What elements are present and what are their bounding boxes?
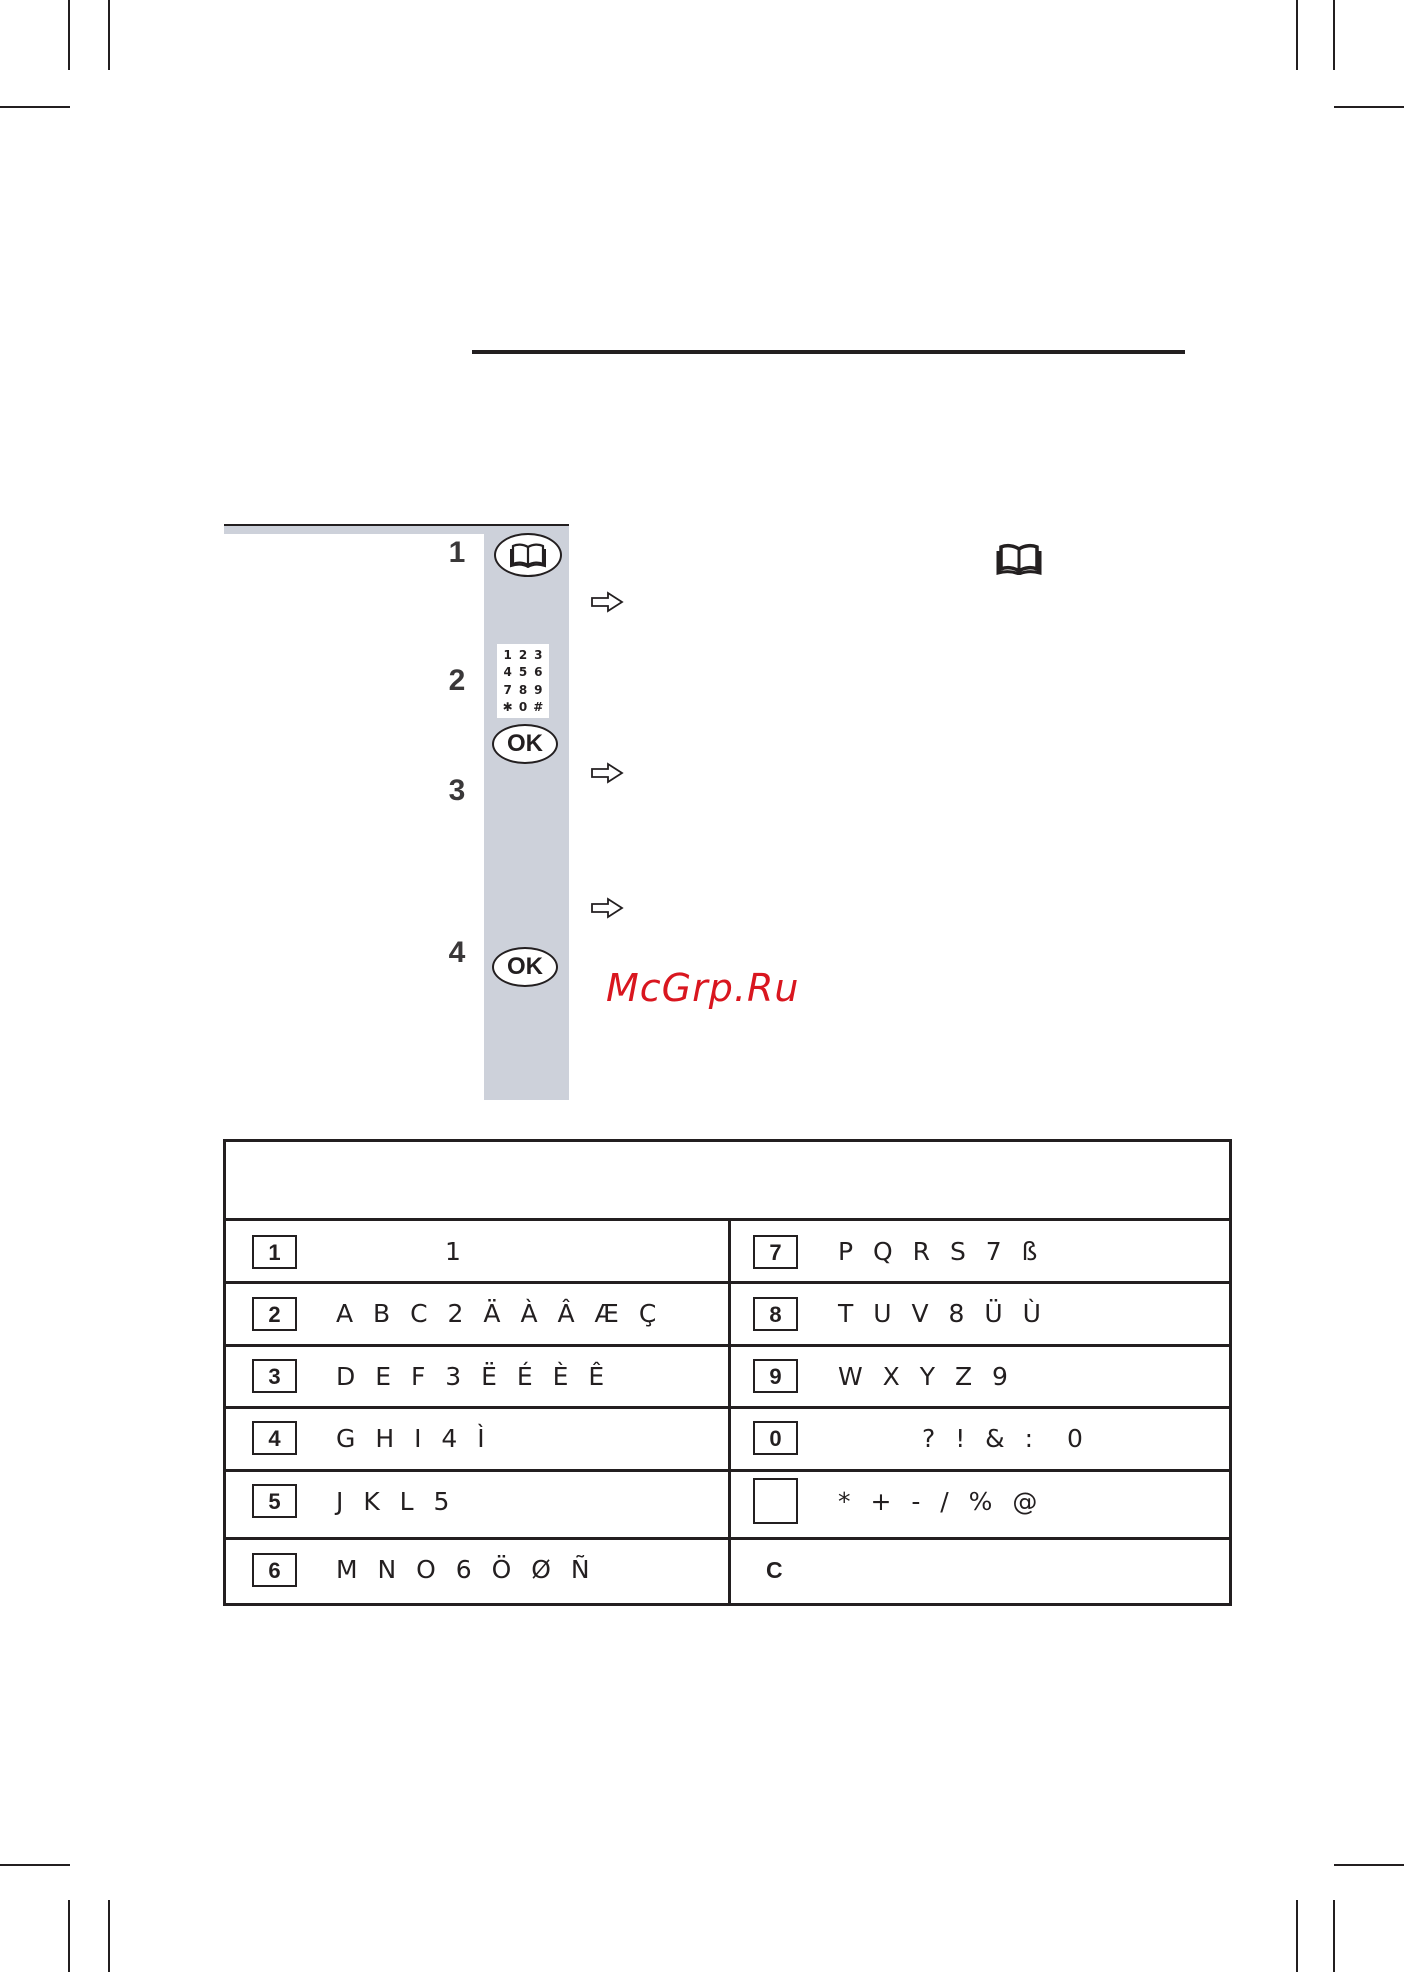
table-row	[753, 1222, 798, 1282]
key-characters: T U V 8 Ü Ù	[838, 1299, 1047, 1328]
title-rule	[472, 350, 1185, 354]
table-row	[252, 1222, 297, 1282]
keypad-key: 5	[518, 665, 528, 680]
keypad-key: 4	[503, 665, 512, 680]
crop-mark	[1334, 106, 1404, 108]
key-characters: P Q R S 7 ß	[838, 1237, 1044, 1266]
keypad-icon	[497, 644, 549, 718]
steps-button-column	[484, 534, 569, 1100]
keypad-key: 0	[518, 700, 528, 715]
crop-mark	[0, 1864, 70, 1866]
phonebook-book-icon	[509, 542, 547, 568]
crop-mark	[0, 106, 70, 108]
key-label	[753, 1478, 798, 1524]
row-divider	[226, 1406, 1229, 1409]
keypad-key: 2	[518, 647, 528, 662]
crop-mark	[108, 1900, 110, 1972]
table-row	[753, 1346, 798, 1406]
key-label: 0	[753, 1421, 798, 1455]
key-label: C	[766, 1556, 783, 1583]
keypad-key: 1	[503, 647, 512, 662]
ok-button[interactable]: OK	[492, 947, 558, 987]
row-divider	[226, 1469, 1229, 1472]
table-row	[252, 1284, 297, 1344]
crop-mark	[108, 0, 110, 70]
key-characters: D E F 3 Ë É È Ê	[336, 1362, 611, 1391]
key-characters: J K L 5	[336, 1487, 456, 1516]
table-row	[252, 1408, 297, 1468]
key-label: 9	[753, 1359, 798, 1393]
table-row	[252, 1540, 297, 1600]
arrow-right-icon	[590, 762, 624, 784]
row-divider	[226, 1281, 1229, 1284]
table-row	[252, 1346, 297, 1406]
table-row	[753, 1284, 798, 1344]
phonebook-book-icon	[996, 543, 1042, 575]
key-characters: W X Y Z 9	[838, 1362, 1014, 1391]
table-header	[226, 1142, 1229, 1221]
row-divider	[226, 1537, 1229, 1540]
key-label: 4	[252, 1421, 297, 1455]
key-characters: M N O 6 Ö Ø Ñ	[336, 1555, 596, 1584]
key-label: 7	[753, 1235, 798, 1269]
step-number: 2	[448, 664, 466, 697]
column-divider	[728, 1221, 731, 1603]
crop-mark	[1296, 0, 1298, 70]
step-number: 1	[448, 536, 466, 569]
row-divider	[226, 1344, 1229, 1347]
keypad-key: 6	[534, 665, 543, 680]
table-row	[766, 1540, 783, 1600]
key-label: 5	[252, 1484, 297, 1518]
crop-mark	[1334, 1864, 1404, 1866]
arrow-right-icon	[590, 591, 624, 613]
character-table	[223, 1139, 1232, 1606]
table-row	[753, 1471, 798, 1531]
key-characters: * + - / % @	[838, 1487, 1044, 1516]
key-characters: A B C 2 Ä À Â Æ Ç	[336, 1299, 663, 1328]
key-characters: 1	[445, 1237, 467, 1266]
crop-mark	[68, 1900, 70, 1972]
crop-mark	[68, 0, 70, 70]
key-label: 3	[252, 1359, 297, 1393]
keypad-key: 7	[503, 682, 512, 697]
keypad-key: ✱	[502, 700, 513, 715]
arrow-right-icon	[590, 897, 624, 919]
steps-header-bar	[224, 524, 569, 534]
table-row	[753, 1408, 798, 1468]
key-characters: G H I 4 Ì	[336, 1424, 491, 1453]
key-characters: ? ! & : 0	[922, 1424, 1089, 1453]
keypad-key: 9	[534, 682, 543, 697]
step-number: 4	[448, 936, 466, 969]
key-label: 8	[753, 1297, 798, 1331]
key-label: 2	[252, 1297, 297, 1331]
keypad-key: 8	[518, 682, 528, 697]
crop-mark	[1333, 0, 1335, 70]
ok-button[interactable]: OK	[492, 724, 558, 764]
watermark: McGrp.Ru	[606, 966, 800, 1010]
crop-mark	[1296, 1900, 1298, 1972]
crop-mark	[1333, 1900, 1335, 1972]
key-label: 6	[252, 1553, 297, 1587]
keypad-key: #	[533, 700, 544, 715]
step-number: 3	[448, 774, 466, 807]
keypad-key: 3	[534, 647, 543, 662]
table-row	[252, 1471, 297, 1531]
phonebook-button[interactable]	[494, 533, 562, 577]
key-label: 1	[252, 1235, 297, 1269]
